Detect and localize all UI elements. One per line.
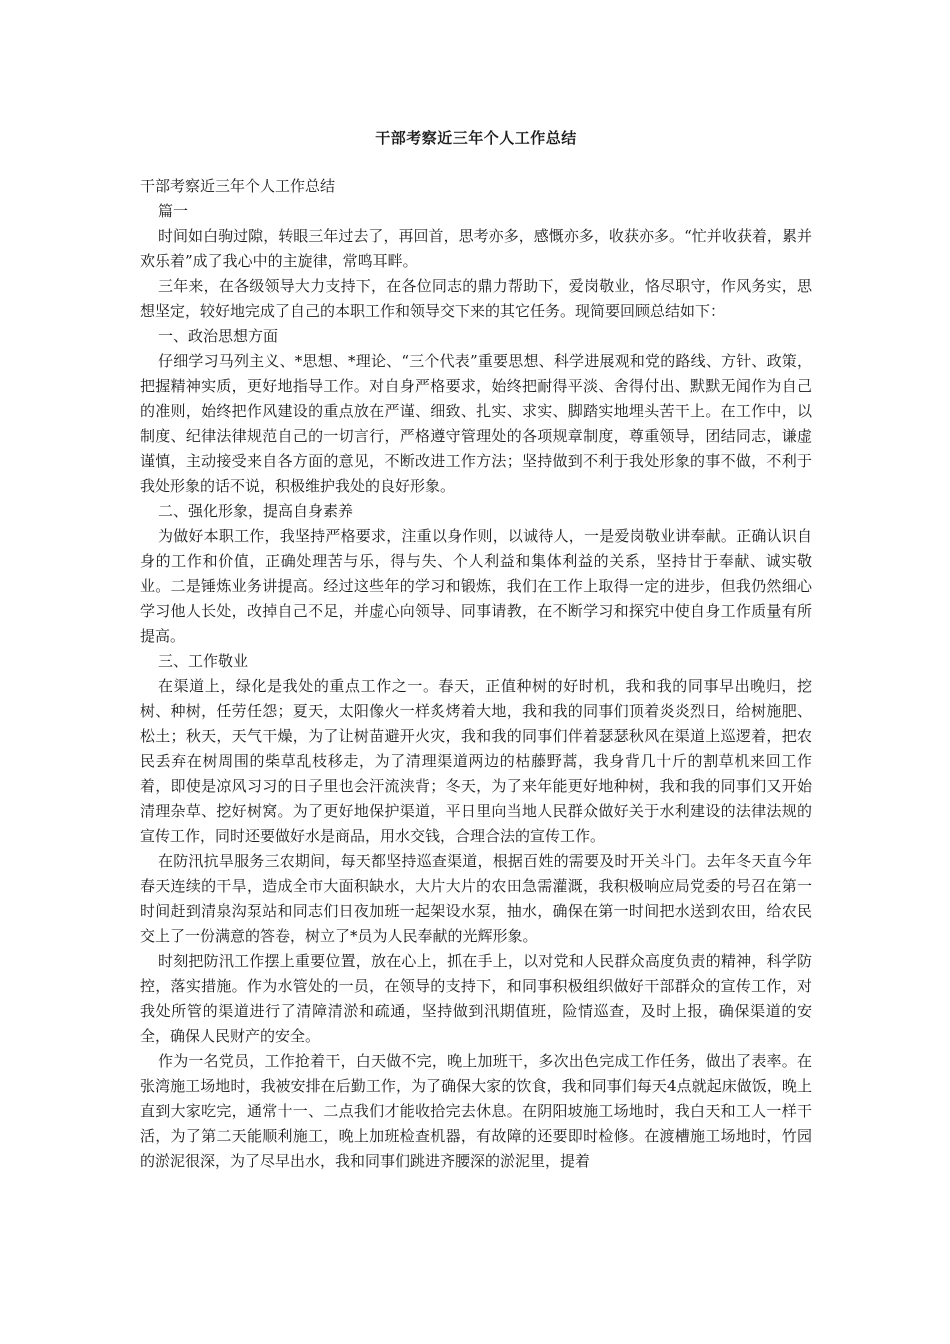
section-heading: 二、强化形象，提高自身素养: [158, 502, 354, 520]
body-paragraph: 时间如白驹过隙，转眼三年过去了，再回首，思考亦多，感慨亦多，收获亦多。“忙并收获着，累并欢乐着”成了我心中的主旋律，常鸣耳畔。: [140, 227, 812, 270]
part-label: 篇一: [158, 202, 189, 220]
body-paragraph: 时刻把防汛工作摆上重要位置，放在心上，抓在手上，以对党和人民群众高度负责的精神，科学防控，落实措施。作为水管处的一员，在领导的支持下，和同事积极组织做好干部群众的宣传工作，对我处所管的渠道进行了清障清淤和疏通，坚持做到汛期值班，险情巡查，及时上报，确保渠道的安全，确保人民财产的安全。: [140, 952, 812, 1045]
document-title: 干部考察近三年个人工作总结: [375, 129, 577, 147]
body-paragraph: 为做好本职工作，我坚持严格要求，注重以身作则，以诚待人，一是爱岗敬业讲奉献。正确认识自身的工作和价值，正确处理苦与乐，得与失、个人利益和集体利益的关系，坚持甘于奉献、诚实敬业。二是锤炼业务讲提高。经过这些年的学习和锻炼，我们在工作上取得一定的进步，但我仍然细心学习他人长处，改掉自己不足，并虚心向领导、同事请教，在不断学习和探究中使自身工作质量有所提高。: [140, 527, 812, 645]
body-paragraph: 仔细学习马列主义、*思想、*理论、“三个代表”重要思想、科学进展观和党的路线、方针、政策，把握精神实质，更好地指导工作。对自身严格要求，始终把耐得平淡、舍得付出、默默无闻作为自己的准则，始终把作风建设的重点放在严谨、细致、扎实、求实、脚踏实地埋头苦干上。在工作中，以制度、纪律法律规范自己的一切言行，严格遵守管理处的各项规章制度，尊重领导，团结同志，谦虚谨慎，主动接受来自各方面的意见，不断改进工作方法；坚持做到不利于我处形象的事不做，不利于我处形象的话不说，积极维护我处的良好形象。: [140, 352, 812, 495]
section-heading: 三、工作敬业: [158, 652, 249, 670]
document-page: [140, 124, 812, 1174]
body-paragraph: 作为一名党员，工作抢着干，白天做不完，晚上加班干，多次出色完成工作任务，做出了表率。在张湾施工场地时，我被安排在后勤工作，为了确保大家的饮食，我和同事们每天4点就起床做饭，晚上直到大家吃完，通常十一、二点我们才能收拾完去休息。在阴阳坡施工场地时，我白天和工人一样干活，为了第二天能顺利施工，晚上加班检查机器，有故障的还要即时检修。在渡槽施工场地时，竹园的淤泥很深，为了尽早出水，我和同事们跳进齐腰深的淤泥里，提着: [140, 1052, 812, 1170]
body-paragraph: 在防汛抗旱服务三农期间，每天都坚持巡查渠道，根据百姓的需要及时开关斗门。去年冬天直今年春天连续的干旱，造成全市大面积缺水，大片大片的农田急需灌溉，我积极响应局党委的号召在第一时间赶到清泉沟泵站和同志们日夜加班一起架设水泵，抽水，确保在第一时间把水送到农田，给农民交上了一份满意的答卷，树立了*员为人民奉献的光辉形象。: [140, 852, 812, 945]
body-paragraph: 三年来，在各级领导大力支持下，在各位同志的鼎力帮助下，爱岗敬业，恪尽职守，作风务实，思想坚定，较好地完成了自己的本职工作和领导交下来的其它任务。现简要回顾总结如下：: [140, 277, 812, 320]
section-heading: 一、政治思想方面: [158, 327, 279, 345]
body-paragraph: 在渠道上，绿化是我处的重点工作之一。春天，正值种树的好时机，我和我的同事早出晚归，挖树、种树，任劳任怨；夏天，太阳像火一样炙烤着大地，我和我的同事们顶着炎炎烈日，给树施肥、松土；秋天，天气干燥，为了让树苗避开火灾，我和我的同事们伴着瑟瑟秋风在渠道上巡逻着，把农民丢弃在树周围的柴草乱枝移走，为了清理渠道两边的枯藤野蒿，我身背几十斤的割草机来回工作着，即使是凉风习习的日子里也会汗流浃背；冬天，为了来年能更好地种树，我和我的同事们又开始清理杂草、挖好树窝。为了更好地保护渠道，平日里向当地人民群众做好关于水利建设的法律法规的宣传工作，同时还要做好水是商品，用水交钱，合理合法的宣传工作。: [140, 677, 812, 845]
document-body: [140, 224, 812, 1174]
document-subtitle: 干部考察近三年个人工作总结: [140, 177, 336, 195]
